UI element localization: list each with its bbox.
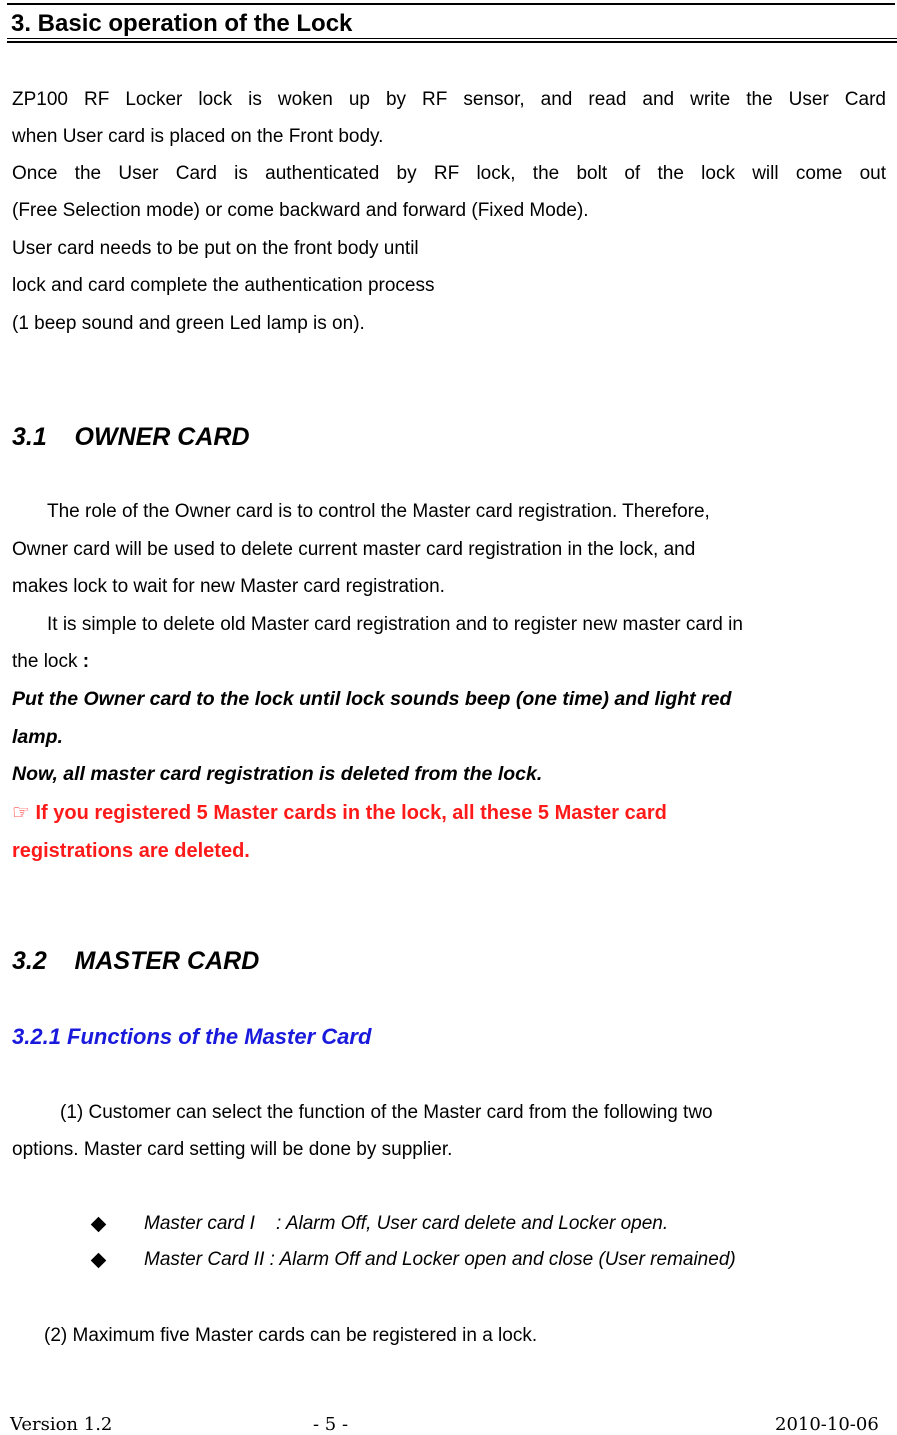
master-option-item: Master Card II : Alarm Off and Locker open and close (User remained) [144,1249,736,1270]
footer-date: 2010-10-06 [775,1414,879,1435]
master-option-item: Master card I : Alarm Off, User card delete and Locker open. [144,1213,669,1234]
diamond-bullet-icon [91,1217,107,1233]
owner-paragraph-line: the lock : [12,651,90,672]
intro-line: lock and card complete the authentication process [12,275,435,296]
pointing-hand-icon: ☞ [12,800,30,824]
owner-paragraph-line: It is simple to delete old Master card registration and to register new master card in [47,614,743,635]
owner-instruction: Put the Owner card to the lock until lock sounds beep (one time) and light red [12,688,732,710]
diamond-bullet-icon [91,1253,107,1269]
master-paragraph-line: (2) Maximum five Master cards can be registered in a lock. [44,1325,538,1346]
owner-instruction: lamp. [12,726,63,748]
master-card-heading: 3.2 MASTER CARD [12,947,260,975]
owner-warning-line [12,800,667,825]
owner-card-heading: 3.1 OWNER CARD [12,423,250,451]
owner-paragraph-line: Owner card will be used to delete current master card registration in the lock, and [12,539,696,560]
master-functions-subheading: 3.2.1 Functions of the Master Card [12,1024,372,1049]
intro-line: when User card is placed on the Front body. [12,126,384,147]
heading-divider [7,41,897,43]
owner-instruction: Now, all master card registration is deleted from the lock. [12,763,543,785]
footer-version: Version 1.2 [10,1414,113,1435]
owner-paragraph-line: makes lock to wait for new Master card registration. [12,576,445,597]
owner-paragraph-line: The role of the Owner card is to control the Master card registration. Therefore, [47,501,710,522]
intro-line: ZP100 RF Locker lock is woken up by RF sensor, and read and write the User Card [12,89,886,110]
page-title: 3. Basic operation of the Lock [11,10,353,37]
owner-warning-text: If you registered 5 Master cards in the lock, all these 5 Master card [35,802,667,824]
intro-line: Once the User Card is authenticated by RF lock, the bolt of the lock will come out [12,163,886,184]
heading-divider [7,38,897,39]
section-heading-box [7,3,895,39]
footer-page-number: - 5 - [313,1414,349,1435]
intro-line: User card needs to be put on the front body until [12,238,419,259]
intro-line: (Free Selection mode) or come backward and forward (Fixed Mode). [12,200,589,221]
intro-line: (1 beep sound and green Led lamp is on). [12,313,365,334]
master-paragraph-line: (1) Customer can select the function of the Master card from the following two [60,1102,713,1123]
owner-warning-line: registrations are deleted. [12,840,250,862]
master-paragraph-line: options. Master card setting will be done by supplier. [12,1139,453,1160]
